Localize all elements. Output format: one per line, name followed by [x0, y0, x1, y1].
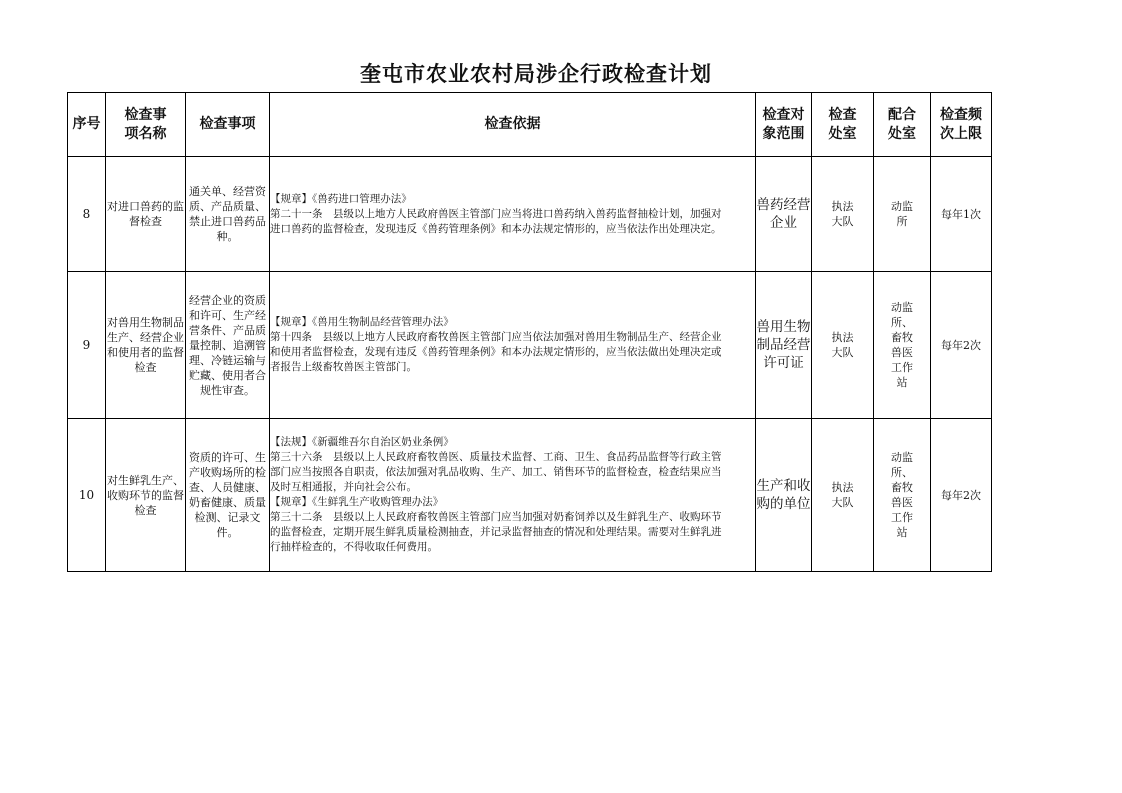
- row-index: 10: [68, 419, 106, 572]
- row-name: 对生鲜乳生产、收购环节的监督检查: [106, 419, 186, 572]
- row-name: 对兽用生物制品生产、经营企业和使用者的监督检查: [106, 272, 186, 419]
- header-index: 序号: [68, 93, 106, 157]
- row-partner: 动监所、畜牧兽医工作站: [874, 419, 931, 572]
- row-basis: [270, 272, 756, 419]
- basis-line: 【法规】《新疆维吾尔自治区奶业条例》: [270, 436, 454, 448]
- row-basis: [270, 419, 756, 572]
- row-freq: 每年1次: [931, 157, 992, 272]
- row-dept: 执法大队: [812, 272, 874, 419]
- row-partner: 动监所: [874, 157, 931, 272]
- basis-line: 【规章】《兽药进口管理办法》: [270, 192, 412, 205]
- table-row: [68, 419, 992, 572]
- row-item: 经营企业的资质和许可、生产经营条件、产品质量控制、追溯管理、冷链运输与贮藏、使用者合规性审查。: [186, 272, 270, 419]
- header-basis: 检查依据: [270, 93, 756, 157]
- basis-line: 第十四条 县级以上地方人民政府畜牧兽医主管部门应当依法加强对兽用生物制品生产、经营企业和使用者监督检查，发现有违反《兽药管理条例》和本办法规定情形的，应当依法做出处理决定或者报告上级畜牧兽医主管部门。: [270, 331, 722, 373]
- header-partner: 配合处室: [874, 93, 931, 157]
- row-basis: [270, 157, 756, 272]
- row-index: 9: [68, 272, 106, 419]
- basis-line: 【规章】《生鲜乳生产收购管理办法》: [270, 496, 444, 508]
- basis-line: 【规章】《兽用生物制品经营管理办法》: [270, 316, 454, 328]
- inspection-plan-table: [67, 92, 992, 572]
- row-freq: 每年2次: [931, 419, 992, 572]
- table-header-row: [68, 93, 992, 157]
- header-name: 检查事项名称: [106, 93, 186, 157]
- basis-line: 第三十六条 县级以上人民政府畜牧兽医、质量技术监督、工商、卫生、食品药品监督等行政主管部门应当按照各自职责，依法加强对乳品收购、生产、加工、销售环节的监督检查，检查结果应当及时互相通报，并向社会公布。: [270, 451, 722, 493]
- row-scope: 兽药经营企业: [756, 157, 812, 272]
- row-item: 通关单、经营资质、产品质量、禁止进口兽药品种。: [186, 157, 270, 272]
- page-title: 奎屯市农业农村局涉企行政检查计划: [360, 62, 712, 86]
- table-row: [68, 157, 992, 272]
- row-name: 对进口兽药的监督检查: [106, 157, 186, 272]
- header-freq: 检查频次上限: [931, 93, 992, 157]
- row-partner: 动监所、畜牧兽医工作站: [874, 272, 931, 419]
- row-freq: 每年2次: [931, 272, 992, 419]
- row-dept: 执法大队: [812, 157, 874, 272]
- basis-line: 第二十一条 县级以上地方人民政府兽医主管部门应当将进口兽药纳入兽药监督抽检计划，加强对进口兽药的监督检查，发现违反《兽药管理条例》和本办法规定情形的，应当依法作出处理决定。: [270, 207, 722, 235]
- basis-line: 第三十二条 县级以上人民政府畜牧兽医主管部门应当加强对奶畜饲养以及生鲜乳生产、收购环节的监督检查，定期开展生鲜乳质量检测抽查，并记录监督抽查的情况和处理结果。需要对生鲜乳进行抽样检查的，不得收取任何费用。: [270, 511, 722, 553]
- row-item: 资质的许可、生产收购场所的检查、人员健康、奶畜健康、质量检测、记录文件。: [186, 419, 270, 572]
- row-index: 8: [68, 157, 106, 272]
- row-scope: 生产和收购的单位: [756, 419, 812, 572]
- header-scope: 检查对象范围: [756, 93, 812, 157]
- row-scope: 兽用生物制品经营许可证: [756, 272, 812, 419]
- row-dept: 执法大队: [812, 419, 874, 572]
- header-item: 检查事项: [186, 93, 270, 157]
- header-dept: 检查处室: [812, 93, 874, 157]
- table-row: [68, 272, 992, 419]
